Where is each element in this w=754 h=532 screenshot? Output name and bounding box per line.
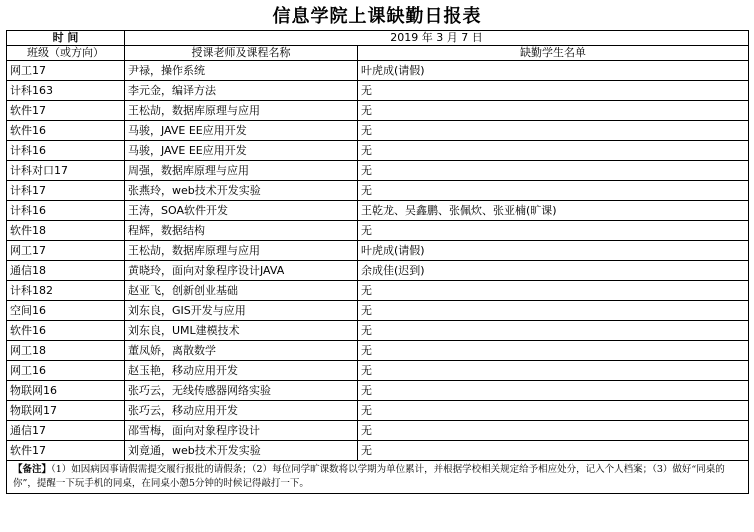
cell-absent: 余成佳(迟到) (358, 261, 749, 281)
header-teacher-course: 授课老师及课程名称 (125, 46, 358, 61)
cell-teacher-course: 周强，数据库原理与应用 (125, 161, 358, 181)
cell-absent: 无 (358, 421, 749, 441)
cell-teacher-course: 马骏，JAVE EE应用开发 (125, 141, 358, 161)
cell-absent: 叶虎成(请假) (358, 241, 749, 261)
cell-class: 物联网16 (7, 381, 125, 401)
cell-class: 物联网17 (7, 401, 125, 421)
table-row (7, 281, 749, 301)
note-row (7, 461, 749, 494)
note-tag: 【备注】 (13, 464, 52, 475)
cell-class: 通信17 (7, 421, 125, 441)
cell-teacher-course: 黄晓玲，面向对象程序设计JAVA (125, 261, 358, 281)
report-date: 2019 年 3 月 7 日 (125, 31, 749, 46)
cell-class: 计科182 (7, 281, 125, 301)
cell-class: 软件16 (7, 121, 125, 141)
table-row (7, 261, 749, 281)
cell-class: 网工17 (7, 241, 125, 261)
cell-teacher-course: 王涛，SOA软件开发 (125, 201, 358, 221)
note-cell (7, 461, 749, 494)
table-row (7, 161, 749, 181)
cell-class: 计科17 (7, 181, 125, 201)
cell-teacher-course: 尹禄，操作系统 (125, 61, 358, 81)
table-row (7, 121, 749, 141)
table-row (7, 241, 749, 261)
table-row (7, 141, 749, 161)
table-row (7, 101, 749, 121)
table-row (7, 221, 749, 241)
cell-teacher-course: 赵玉艳，移动应用开发 (125, 361, 358, 381)
table-row (7, 61, 749, 81)
cell-teacher-course: 刘竟通，web技术开发实验 (125, 441, 358, 461)
cell-absent: 无 (358, 121, 749, 141)
cell-class: 计科对口17 (7, 161, 125, 181)
date-row (7, 31, 749, 46)
cell-absent: 无 (358, 81, 749, 101)
cell-teacher-course: 张燕玲，web技术开发实验 (125, 181, 358, 201)
header-absent: 缺勤学生名单 (358, 46, 749, 61)
cell-teacher-course: 马骏，JAVE EE应用开发 (125, 121, 358, 141)
table-row (7, 381, 749, 401)
cell-absent: 无 (358, 341, 749, 361)
cell-absent: 无 (358, 141, 749, 161)
cell-class: 空间16 (7, 301, 125, 321)
cell-absent: 无 (358, 321, 749, 341)
cell-class: 计科16 (7, 201, 125, 221)
cell-teacher-course: 董凤娇，离散数学 (125, 341, 358, 361)
cell-teacher-course: 张巧云，移动应用开发 (125, 401, 358, 421)
table-row (7, 421, 749, 441)
cell-teacher-course: 王松劼，数据库原理与应用 (125, 101, 358, 121)
time-label: 时 间 (7, 31, 125, 46)
cell-absent: 叶虎成(请假) (358, 61, 749, 81)
cell-class: 软件17 (7, 441, 125, 461)
table-row (7, 201, 749, 221)
report-title: 信息学院上课缺勤日报表 (272, 6, 482, 27)
note-text: （1）如因病因事请假需提交履行报批的请假条；（2）每位同学旷课数将以学期为单位累计，并根据学校相关规定给予相应处分，记入个人档案；（3）做好“同桌的你”，提醒一下玩手机的同桌，在同桌小憩5分钟的时候记得敲打一下。 (13, 464, 725, 489)
header-row (7, 46, 749, 61)
cell-class: 软件18 (7, 221, 125, 241)
cell-absent: 无 (358, 381, 749, 401)
cell-class: 网工18 (7, 341, 125, 361)
cell-absent: 王乾龙、吴鑫鹏、张佩炊、张亚楠(旷课) (358, 201, 749, 221)
table-row (7, 81, 749, 101)
cell-absent: 无 (358, 401, 749, 421)
cell-class: 网工16 (7, 361, 125, 381)
cell-teacher-course: 李元金，编译方法 (125, 81, 358, 101)
cell-teacher-course: 赵亚飞，创新创业基础 (125, 281, 358, 301)
cell-absent: 无 (358, 301, 749, 321)
cell-absent: 无 (358, 441, 749, 461)
cell-absent: 无 (358, 161, 749, 181)
cell-class: 网工17 (7, 61, 125, 81)
table-row (7, 301, 749, 321)
cell-teacher-course: 刘东良，UML建模技术 (125, 321, 358, 341)
absence-table (6, 30, 749, 494)
cell-class: 软件16 (7, 321, 125, 341)
table-row (7, 321, 749, 341)
cell-absent: 无 (358, 221, 749, 241)
cell-class: 通信18 (7, 261, 125, 281)
table-row (7, 401, 749, 421)
cell-teacher-course: 程辉，数据结构 (125, 221, 358, 241)
cell-absent: 无 (358, 281, 749, 301)
cell-absent: 无 (358, 181, 749, 201)
header-class: 班级（或方向） (7, 46, 125, 61)
cell-absent: 无 (358, 361, 749, 381)
cell-class: 计科16 (7, 141, 125, 161)
table-row (7, 361, 749, 381)
table-row (7, 181, 749, 201)
cell-teacher-course: 刘东良，GIS开发与应用 (125, 301, 358, 321)
table-row (7, 441, 749, 461)
cell-teacher-course: 邵雪梅，面向对象程序设计 (125, 421, 358, 441)
cell-class: 软件17 (7, 101, 125, 121)
cell-class: 计科163 (7, 81, 125, 101)
cell-absent: 无 (358, 101, 749, 121)
cell-teacher-course: 王松劼，数据库原理与应用 (125, 241, 358, 261)
table-row (7, 341, 749, 361)
cell-teacher-course: 张巧云，无线传感器网络实验 (125, 381, 358, 401)
